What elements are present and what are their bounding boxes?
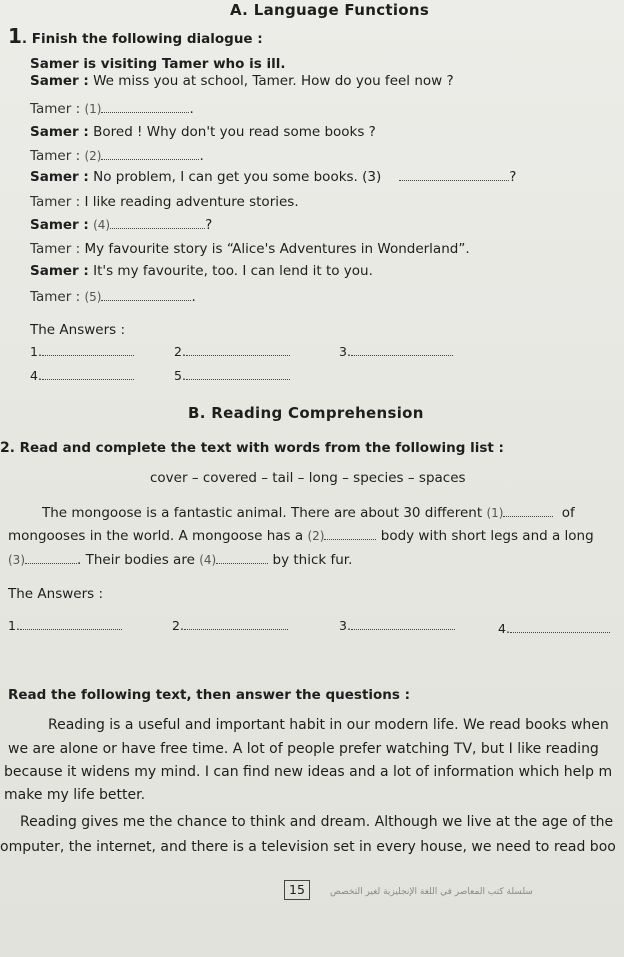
- line-end: .: [199, 148, 204, 164]
- answer-slot: [172, 617, 288, 635]
- dialogue-line: [30, 123, 376, 141]
- answer-number: 3.: [339, 344, 351, 359]
- line-end: .: [191, 289, 196, 305]
- passage-line: [8, 527, 594, 545]
- answer-slot: [498, 620, 610, 638]
- dialogue-line: [30, 193, 299, 211]
- answer-blank[interactable]: [510, 621, 610, 633]
- speaker: Tamer :: [30, 241, 81, 257]
- answer-blank[interactable]: [216, 552, 268, 564]
- reading-line: Reading is a useful and important habit in our modern life. We read books when: [48, 717, 609, 733]
- answer-slot: [8, 617, 122, 635]
- blank-number: (4): [93, 218, 111, 232]
- passage-text: body with short legs and a long: [380, 528, 594, 544]
- answer-number: 4.: [498, 621, 510, 636]
- answer-blank[interactable]: [351, 618, 455, 630]
- reading-line: Reading gives me the chance to think and dream. Although we live at the age of the: [20, 814, 614, 830]
- answer-slot: [339, 343, 453, 361]
- speaker: Tamer :: [30, 101, 81, 117]
- answer-blank[interactable]: [324, 528, 376, 540]
- passage-text: by thick fur.: [272, 552, 353, 568]
- passage-line: [8, 551, 352, 569]
- answer-blank[interactable]: [101, 289, 191, 301]
- blank-number: (2): [84, 149, 102, 163]
- passage-text: of: [561, 505, 575, 521]
- question-1-heading: [8, 24, 263, 48]
- dialogue-line: [30, 216, 212, 234]
- answer-blank[interactable]: [20, 618, 122, 630]
- answer-blank[interactable]: [186, 368, 290, 380]
- answer-number: 1.: [8, 618, 20, 633]
- speaker: Tamer :: [30, 289, 81, 305]
- answer-slot: [339, 617, 455, 635]
- question-2-instruction: . Read and complete the text with words from the following list :: [9, 440, 504, 456]
- answer-blank[interactable]: [110, 217, 205, 229]
- line-end: .: [189, 101, 194, 117]
- speaker: Tamer :: [30, 194, 81, 210]
- dialogue-line: [30, 240, 470, 258]
- line-text: Bored ! Why don't you read some books ?: [93, 124, 376, 140]
- answers-label-b: The Answers :: [8, 586, 103, 602]
- dialogue-line: [30, 288, 196, 306]
- answer-slot: [174, 343, 290, 361]
- passage-text: The mongoose is a fantastic animal. There are about 30 different: [42, 505, 483, 521]
- line-end: ?: [509, 169, 517, 185]
- blank-number: (5): [84, 290, 102, 304]
- answer-number: 4.: [30, 368, 42, 383]
- answer-blank[interactable]: [42, 368, 134, 380]
- answer-blank[interactable]: [351, 344, 453, 356]
- speaker: Samer :: [30, 124, 89, 140]
- answer-blank[interactable]: [101, 148, 199, 160]
- answers-label-a: The Answers :: [30, 322, 125, 338]
- reading-line: because it widens my mind. I can find new ideas and a lot of information which help m: [4, 764, 613, 780]
- dialogue-line: [30, 168, 516, 186]
- passage-text: . Their bodies are: [77, 552, 195, 568]
- reading-line: we are alone or have free time. A lot of people prefer watching TV, but I like reading: [8, 741, 599, 757]
- section-a-title: A. Language Functions: [230, 1, 430, 19]
- answer-blank[interactable]: [25, 552, 77, 564]
- blank-number: (1): [486, 506, 504, 520]
- passage-text: mongooses in the world. A mongoose has a: [8, 528, 304, 544]
- answer-number: 3.: [339, 618, 351, 633]
- dialogue-line: [30, 262, 373, 280]
- speaker: Samer :: [30, 73, 89, 89]
- dialogue-line: [30, 72, 454, 90]
- page-number: 15: [284, 880, 310, 900]
- line-text: I like reading adventure stories.: [84, 194, 299, 210]
- blank-number: (2): [307, 529, 325, 543]
- speaker: Samer :: [30, 263, 89, 279]
- answer-blank[interactable]: [186, 344, 290, 356]
- question-2-heading: [0, 439, 504, 457]
- footer-arabic-text: سلسلة كتب المعاصر في اللغة الإنجليزية لغير التخصص: [330, 887, 533, 897]
- dialogue-line: [30, 100, 194, 118]
- speaker: Samer :: [30, 217, 89, 233]
- answer-blank[interactable]: [101, 101, 189, 113]
- line-text: We miss you at school, Tamer. How do you feel now ?: [93, 73, 454, 89]
- question-number: 2: [0, 440, 10, 456]
- reading-line: make my life better.: [4, 787, 146, 803]
- answer-slot: [174, 367, 290, 385]
- answer-number: 1.: [30, 344, 42, 359]
- blank-number: (4): [199, 553, 217, 567]
- reading-instruction: Read the following text, then answer the questions :: [8, 687, 411, 703]
- answer-blank[interactable]: [399, 169, 509, 181]
- section-b-title: B. Reading Comprehension: [188, 404, 424, 422]
- situation-text: Samer is visiting Tamer who is ill.: [30, 56, 286, 72]
- line-text: My favourite story is “Alice's Adventures in Wonderland”.: [84, 241, 470, 257]
- blank-number: (3): [8, 553, 25, 567]
- line-end: ?: [205, 217, 213, 233]
- passage-line: [42, 504, 575, 522]
- answer-blank[interactable]: [503, 505, 553, 517]
- reading-line: omputer, the internet, and there is a television set in every house, we need to read boo: [0, 839, 616, 855]
- answer-number: 5.: [174, 368, 186, 383]
- answer-number: 2.: [172, 618, 184, 633]
- line-text: It's my favourite, too. I can lend it to you.: [93, 263, 373, 279]
- answer-blank[interactable]: [42, 344, 134, 356]
- speaker: Samer :: [30, 169, 89, 185]
- line-text: No problem, I can get you some books. (3): [93, 169, 382, 185]
- word-list: cover – covered – tail – long – species – spaces: [150, 470, 466, 486]
- question-number: 1: [8, 24, 22, 48]
- answer-number: 2.: [174, 344, 186, 359]
- blank-number: (1): [84, 102, 102, 116]
- dialogue-line: [30, 147, 204, 165]
- answer-blank[interactable]: [184, 618, 288, 630]
- question-1-instruction: . Finish the following dialogue :: [21, 31, 263, 47]
- answer-slot: [30, 343, 134, 361]
- speaker: Tamer :: [30, 148, 81, 164]
- answer-slot: [30, 367, 134, 385]
